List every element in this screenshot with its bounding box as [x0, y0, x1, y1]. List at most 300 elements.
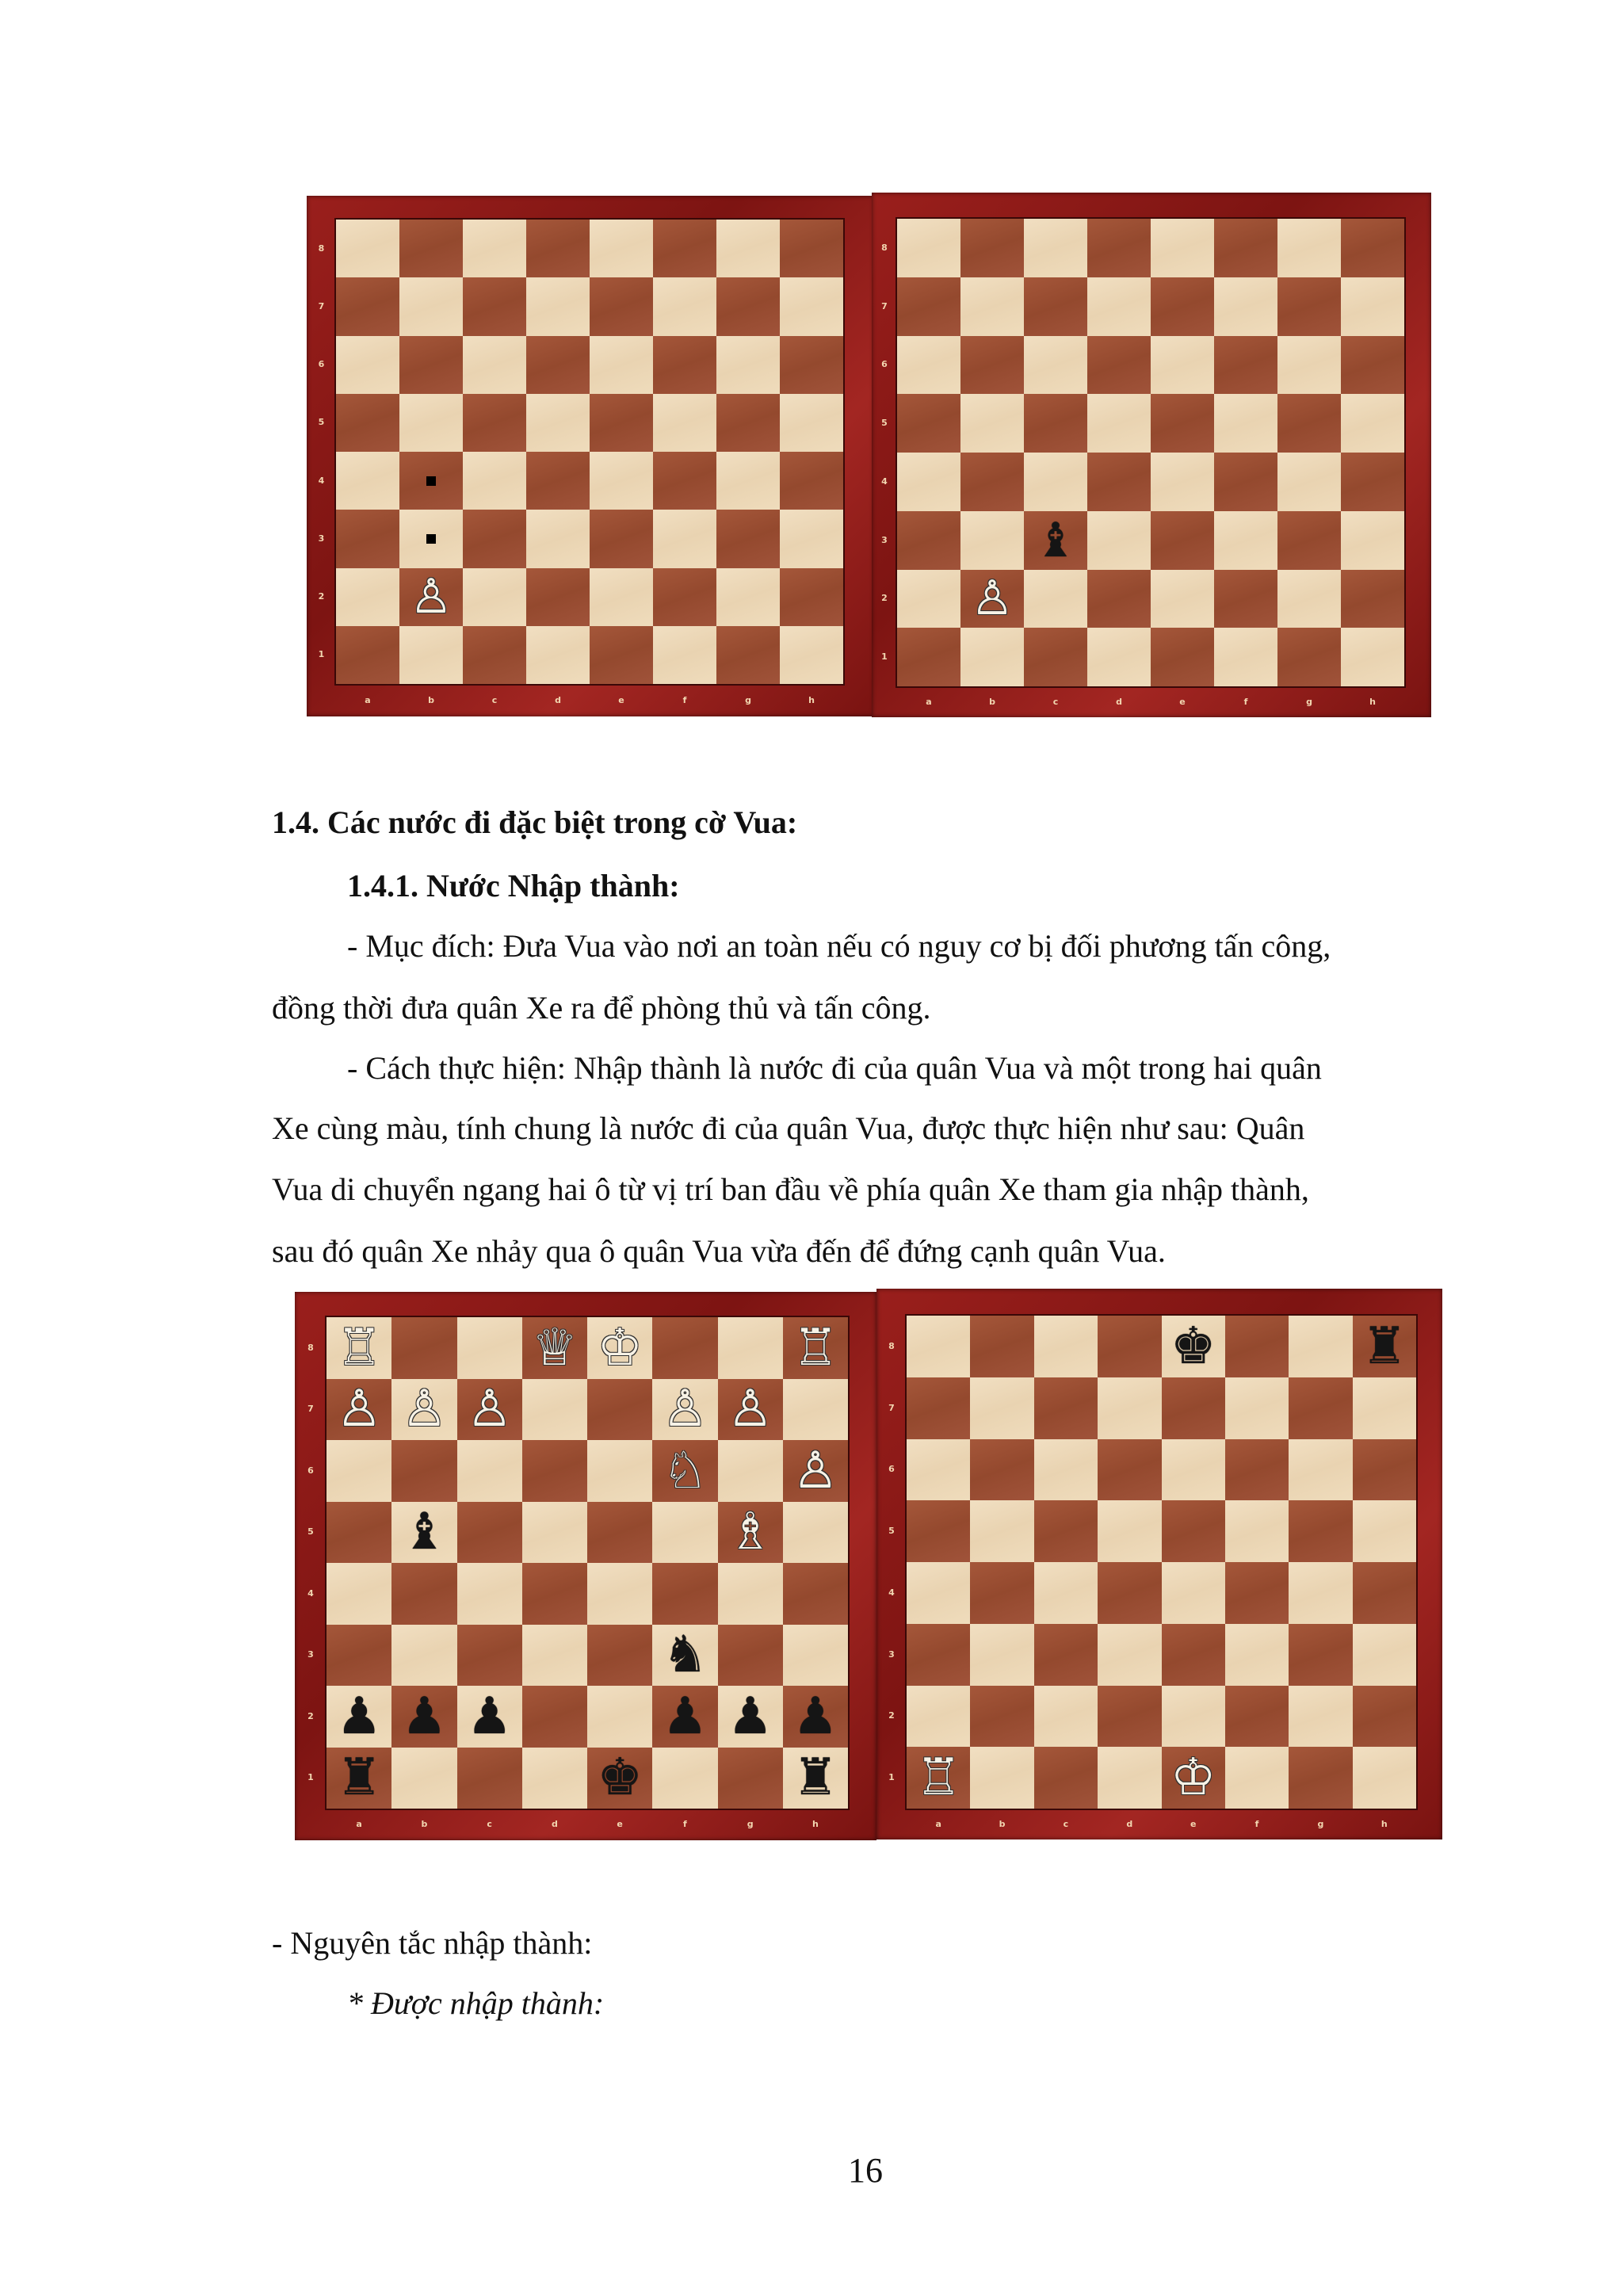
square-g7 [1277, 277, 1341, 336]
square-h2 [783, 1686, 848, 1748]
square-c4 [457, 1563, 522, 1625]
file-label: d [1126, 1818, 1133, 1829]
square-f7 [1214, 277, 1277, 336]
square-e3 [590, 510, 653, 567]
square-b4 [960, 453, 1024, 511]
square-h4 [780, 452, 843, 510]
black-pawn-icon: ♟ [336, 1687, 382, 1746]
square-a6 [327, 1440, 391, 1502]
square-a3 [336, 510, 399, 567]
file-label: e [618, 694, 624, 705]
square-d3 [1098, 1624, 1161, 1686]
square-h6 [1353, 1439, 1416, 1501]
square-f6 [1225, 1439, 1289, 1501]
file-label: c [1052, 696, 1059, 707]
white-bishop-icon: ♗ [727, 1503, 773, 1562]
black-rook-icon: ♜ [792, 1748, 838, 1808]
square-a7 [336, 277, 399, 335]
square-b5 [960, 394, 1024, 453]
rank-label: 2 [888, 1710, 895, 1721]
square-a2 [897, 570, 960, 628]
file-label: g [1306, 696, 1312, 707]
square-c2 [1034, 1686, 1098, 1748]
white-rook-icon: ♖ [336, 1318, 382, 1377]
square-e8 [590, 220, 653, 277]
square-a6 [907, 1439, 970, 1501]
black-rook-icon: ♜ [1361, 1316, 1407, 1376]
square-f1 [652, 1748, 717, 1809]
square-a5 [907, 1500, 970, 1562]
square-b8 [391, 1317, 456, 1379]
file-label: a [356, 1819, 362, 1829]
square-c7 [1034, 1377, 1098, 1439]
square-b3 [960, 511, 1024, 570]
square-c2 [457, 1686, 522, 1748]
square-a8 [327, 1317, 391, 1379]
square-h1 [780, 626, 843, 684]
file-label: b [421, 1819, 428, 1829]
square-h7 [783, 1379, 848, 1441]
square-c7 [463, 277, 526, 335]
move-target-marker [426, 534, 436, 544]
rank-label: 1 [307, 1772, 314, 1783]
square-c2 [1024, 570, 1087, 628]
square-b7 [399, 277, 463, 335]
square-h8 [1353, 1316, 1416, 1377]
white-pawn-icon: ♙ [971, 571, 1014, 627]
page-number: 16 [848, 2151, 883, 2190]
square-d1 [1098, 1747, 1161, 1809]
square-f3 [1214, 511, 1277, 570]
white-pawn-icon: ♙ [466, 1380, 513, 1439]
square-f4 [1225, 1562, 1289, 1624]
square-g3 [1289, 1624, 1352, 1686]
square-d8 [1098, 1316, 1161, 1377]
square-c6 [463, 336, 526, 394]
square-b4 [399, 452, 463, 510]
square-d7 [526, 277, 590, 335]
square-g5 [716, 394, 780, 452]
square-g8 [718, 1317, 783, 1379]
square-f4 [1214, 453, 1277, 511]
rank-label: 6 [318, 359, 325, 370]
square-e2 [1162, 1686, 1225, 1748]
square-d6 [1098, 1439, 1161, 1501]
file-label: h [808, 694, 815, 705]
file-label: c [491, 694, 498, 705]
square-g2 [718, 1686, 783, 1748]
square-e1 [587, 1748, 652, 1809]
square-d7 [1087, 277, 1151, 336]
square-a4 [907, 1562, 970, 1624]
rank-label: 8 [888, 1340, 895, 1351]
square-a3 [907, 1624, 970, 1686]
square-a1 [907, 1747, 970, 1809]
square-e8 [1151, 219, 1214, 277]
rank-label: 7 [307, 1404, 314, 1415]
square-c3 [1034, 1624, 1098, 1686]
rank-label: 4 [307, 1587, 314, 1599]
square-c4 [1034, 1562, 1098, 1624]
square-h2 [780, 568, 843, 626]
square-h4 [1341, 453, 1404, 511]
square-a4 [897, 453, 960, 511]
file-label: c [1063, 1818, 1069, 1829]
square-c1 [1024, 628, 1087, 686]
square-f1 [653, 626, 716, 684]
square-e7 [1151, 277, 1214, 336]
black-king-icon: ♚ [597, 1748, 643, 1808]
rank-label: 1 [881, 651, 888, 663]
square-b8 [399, 220, 463, 277]
white-rook-icon: ♖ [792, 1318, 838, 1377]
square-d5 [522, 1502, 587, 1564]
square-e2 [587, 1686, 652, 1748]
square-g6 [716, 336, 780, 394]
square-c8 [1024, 219, 1087, 277]
rank-label: 8 [881, 242, 888, 253]
file-label: b [999, 1818, 1006, 1829]
square-e6 [1162, 1439, 1225, 1501]
rank-label: 4 [881, 476, 888, 487]
square-f3 [653, 510, 716, 567]
square-a2 [327, 1686, 391, 1748]
square-a4 [327, 1563, 391, 1625]
square-g4 [718, 1563, 783, 1625]
rank-label: 6 [307, 1465, 314, 1476]
file-label: f [682, 1819, 687, 1829]
square-h3 [1341, 511, 1404, 570]
board-grid [327, 1317, 848, 1809]
square-d6 [1087, 336, 1151, 395]
rank-label: 5 [881, 418, 888, 429]
square-g3 [716, 510, 780, 567]
square-h5 [1353, 1500, 1416, 1562]
square-f1 [1214, 628, 1277, 686]
rank-label: 3 [307, 1649, 314, 1660]
file-label: e [617, 1819, 623, 1829]
square-c2 [463, 568, 526, 626]
white-queen-icon: ♕ [532, 1318, 578, 1377]
square-b8 [960, 219, 1024, 277]
rank-label: 5 [318, 417, 325, 428]
square-f7 [652, 1379, 717, 1441]
square-h6 [783, 1440, 848, 1502]
method-line-3: Vua di chuyển ngang hai ô từ vị trí ban đầu về phía quân Xe tham gia nhập thành, [272, 1171, 1309, 1207]
square-d7 [1098, 1377, 1161, 1439]
square-g8 [1277, 219, 1341, 277]
square-a5 [336, 394, 399, 452]
file-label: g [747, 1819, 754, 1829]
square-g2 [716, 568, 780, 626]
square-d7 [522, 1379, 587, 1441]
square-b7 [960, 277, 1024, 336]
black-bishop-icon: ♝ [1034, 512, 1077, 568]
square-b4 [970, 1562, 1033, 1624]
square-a3 [327, 1625, 391, 1687]
square-b1 [391, 1748, 456, 1809]
file-label: d [555, 694, 561, 705]
square-d1 [1087, 628, 1151, 686]
square-g3 [718, 1625, 783, 1687]
square-g6 [1277, 336, 1341, 395]
white-pawn-icon: ♙ [662, 1380, 708, 1439]
square-d5 [526, 394, 590, 452]
square-f3 [652, 1625, 717, 1687]
square-g5 [1277, 394, 1341, 453]
square-h4 [783, 1563, 848, 1625]
square-e6 [590, 336, 653, 394]
file-label: b [428, 694, 434, 705]
square-g8 [716, 220, 780, 277]
file-label: h [812, 1819, 819, 1829]
square-a8 [336, 220, 399, 277]
file-label: f [682, 694, 687, 705]
square-c4 [463, 452, 526, 510]
square-g8 [1289, 1316, 1352, 1377]
file-label: g [745, 694, 751, 705]
rank-label: 8 [318, 243, 325, 254]
square-b6 [960, 336, 1024, 395]
rank-label: 6 [888, 1464, 895, 1475]
square-c6 [1024, 336, 1087, 395]
white-pawn-icon: ♙ [410, 569, 453, 625]
square-g7 [1289, 1377, 1352, 1439]
square-f8 [1214, 219, 1277, 277]
square-d4 [1098, 1562, 1161, 1624]
square-d3 [1087, 511, 1151, 570]
file-label: a [935, 1818, 941, 1829]
square-e7 [590, 277, 653, 335]
square-d2 [1098, 1686, 1161, 1748]
square-b5 [399, 394, 463, 452]
square-h2 [1341, 570, 1404, 628]
square-b5 [970, 1500, 1033, 1562]
square-e2 [1151, 570, 1214, 628]
square-h4 [1353, 1562, 1416, 1624]
rank-label: 1 [318, 649, 325, 660]
square-d4 [526, 452, 590, 510]
square-h1 [1341, 628, 1404, 686]
rank-label: 1 [888, 1772, 895, 1783]
square-g1 [718, 1748, 783, 1809]
square-c6 [457, 1440, 522, 1502]
white-king-icon: ♔ [597, 1318, 643, 1377]
square-f2 [652, 1686, 717, 1748]
square-g2 [1277, 570, 1341, 628]
method-line-4: sau đó quân Xe nhảy qua ô quân Vua vừa đến để đứng cạnh quân Vua. [272, 1233, 1166, 1269]
square-g6 [1289, 1439, 1352, 1501]
square-f5 [652, 1502, 717, 1564]
square-f2 [1225, 1686, 1289, 1748]
file-label: h [1369, 696, 1376, 707]
chess-board-pawn-capture [872, 193, 1431, 717]
square-h1 [783, 1748, 848, 1809]
square-c3 [463, 510, 526, 567]
square-e7 [587, 1379, 652, 1441]
square-h7 [1341, 277, 1404, 336]
square-e4 [1162, 1562, 1225, 1624]
square-a8 [907, 1316, 970, 1377]
square-g5 [718, 1502, 783, 1564]
chess-board-castling-example [295, 1292, 876, 1840]
square-h7 [1353, 1377, 1416, 1439]
square-h8 [1341, 219, 1404, 277]
square-f3 [1225, 1624, 1289, 1686]
square-e5 [1162, 1500, 1225, 1562]
file-label: a [365, 694, 371, 705]
square-e3 [587, 1625, 652, 1687]
square-h6 [1341, 336, 1404, 395]
square-c5 [1034, 1500, 1098, 1562]
square-e6 [1151, 336, 1214, 395]
black-pawn-icon: ♟ [727, 1687, 773, 1746]
square-d6 [526, 336, 590, 394]
square-c3 [457, 1625, 522, 1687]
square-b1 [960, 628, 1024, 686]
square-g4 [1277, 453, 1341, 511]
file-label: b [989, 696, 995, 707]
square-e5 [590, 394, 653, 452]
square-g4 [716, 452, 780, 510]
square-e6 [587, 1440, 652, 1502]
allowed-heading: * Được nhập thành: [347, 1985, 605, 2021]
square-f8 [1225, 1316, 1289, 1377]
square-d2 [522, 1686, 587, 1748]
move-target-marker [426, 476, 436, 486]
square-g5 [1289, 1500, 1352, 1562]
white-knight-icon: ♘ [662, 1441, 708, 1500]
square-a5 [327, 1502, 391, 1564]
square-h6 [780, 336, 843, 394]
square-h8 [783, 1317, 848, 1379]
square-d1 [522, 1748, 587, 1809]
square-f1 [1225, 1747, 1289, 1809]
square-b2 [960, 570, 1024, 628]
square-f5 [1225, 1500, 1289, 1562]
purpose-line-1: - Mục đích: Đưa Vua vào nơi an toàn nếu có nguy cơ bị đối phương tấn công, [347, 928, 1331, 964]
square-b2 [970, 1686, 1033, 1748]
square-d2 [1087, 570, 1151, 628]
rank-label: 8 [307, 1342, 314, 1353]
square-g1 [1289, 1747, 1352, 1809]
black-bishop-icon: ♝ [401, 1503, 448, 1562]
square-c5 [1024, 394, 1087, 453]
square-c1 [457, 1748, 522, 1809]
file-label: g [1317, 1818, 1324, 1829]
rank-label: 6 [881, 359, 888, 370]
white-pawn-icon: ♙ [792, 1441, 838, 1500]
square-g7 [718, 1379, 783, 1441]
file-label: a [926, 696, 932, 707]
square-d3 [526, 510, 590, 567]
square-c8 [1034, 1316, 1098, 1377]
square-g1 [1277, 628, 1341, 686]
square-g6 [718, 1440, 783, 1502]
white-king-icon: ♔ [1170, 1748, 1216, 1808]
square-f8 [652, 1317, 717, 1379]
square-e3 [1151, 511, 1214, 570]
square-g4 [1289, 1562, 1352, 1624]
white-pawn-icon: ♙ [336, 1380, 382, 1439]
square-f6 [653, 336, 716, 394]
square-d8 [522, 1317, 587, 1379]
square-h5 [1341, 394, 1404, 453]
square-d3 [522, 1625, 587, 1687]
file-label: e [1179, 696, 1186, 707]
square-f8 [653, 220, 716, 277]
square-b7 [970, 1377, 1033, 1439]
square-c1 [1034, 1747, 1098, 1809]
black-knight-icon: ♞ [662, 1626, 708, 1685]
square-c1 [463, 626, 526, 684]
square-c3 [1024, 511, 1087, 570]
square-e1 [590, 626, 653, 684]
method-line-1: - Cách thực hiện: Nhập thành là nước đi của quân Vua và một trong hai quân [347, 1050, 1322, 1086]
square-c5 [457, 1502, 522, 1564]
square-e2 [590, 568, 653, 626]
rank-label: 4 [318, 475, 325, 486]
square-a1 [897, 628, 960, 686]
square-f2 [1214, 570, 1277, 628]
method-line-2: Xe cùng màu, tính chung là nước đi của quân Vua, được thực hiện như sau: Quân [272, 1110, 1305, 1146]
square-f4 [652, 1563, 717, 1625]
black-pawn-icon: ♟ [466, 1687, 513, 1746]
square-e5 [587, 1502, 652, 1564]
file-label: f [1243, 696, 1248, 707]
chess-board-pawn-move [307, 196, 874, 716]
square-b6 [391, 1440, 456, 1502]
square-b6 [970, 1439, 1033, 1501]
square-b7 [391, 1379, 456, 1441]
square-a7 [907, 1377, 970, 1439]
file-label: d [551, 1819, 558, 1829]
square-b2 [391, 1686, 456, 1748]
square-c4 [1024, 453, 1087, 511]
rank-label: 5 [307, 1526, 314, 1538]
square-f7 [1225, 1377, 1289, 1439]
square-a1 [336, 626, 399, 684]
rank-label: 7 [318, 300, 325, 311]
black-king-icon: ♚ [1170, 1316, 1216, 1376]
rank-label: 7 [881, 300, 888, 311]
file-label: d [1116, 696, 1122, 707]
square-b6 [399, 336, 463, 394]
rules-intro: - Nguyên tắc nhập thành: [272, 1925, 593, 1961]
square-h1 [1353, 1747, 1416, 1809]
rank-label: 3 [888, 1648, 895, 1660]
square-b1 [399, 626, 463, 684]
square-h2 [1353, 1686, 1416, 1748]
square-h8 [780, 220, 843, 277]
square-f5 [1214, 394, 1277, 453]
square-b3 [399, 510, 463, 567]
square-e1 [1162, 1747, 1225, 1809]
square-e4 [587, 1563, 652, 1625]
square-b2 [399, 568, 463, 626]
square-d1 [526, 626, 590, 684]
square-f5 [653, 394, 716, 452]
black-pawn-icon: ♟ [792, 1687, 838, 1746]
square-g1 [716, 626, 780, 684]
square-g2 [1289, 1686, 1352, 1748]
square-g7 [716, 277, 780, 335]
square-c7 [457, 1379, 522, 1441]
chess-board-castling-start [876, 1289, 1442, 1839]
square-f2 [653, 568, 716, 626]
square-b1 [970, 1747, 1033, 1809]
square-e4 [1151, 453, 1214, 511]
